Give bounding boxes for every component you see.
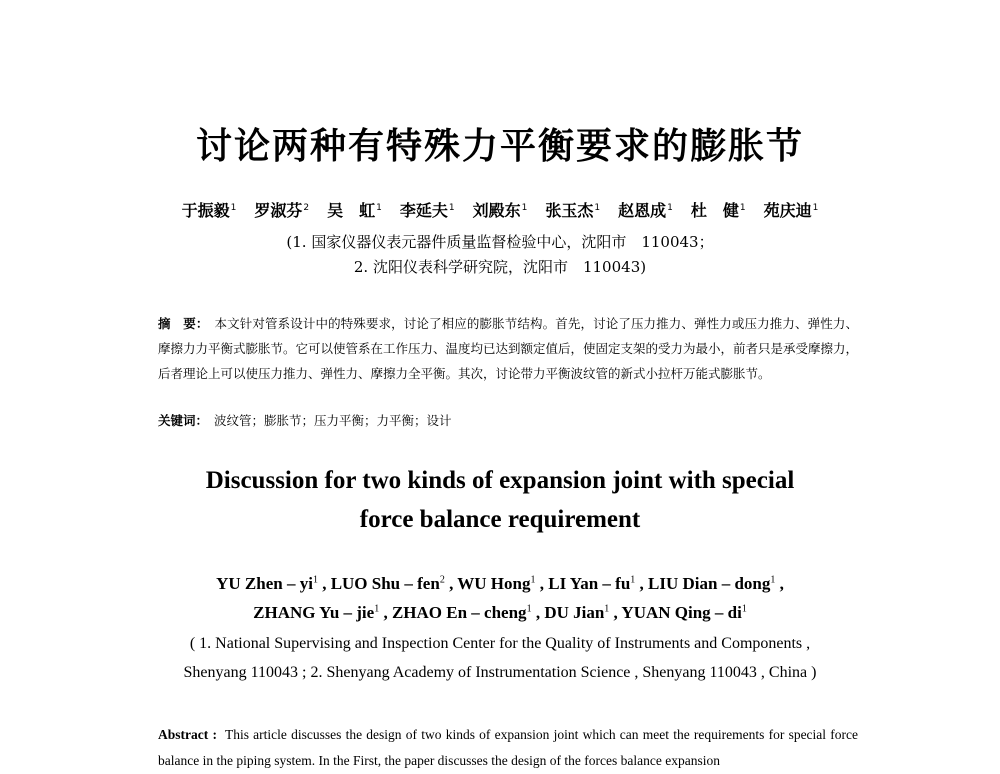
chinese-keywords [158,411,858,431]
english-author: LUO Shu – fen$^2$ [330,574,445,593]
chinese-author: 李延夫$^1$ [399,201,455,220]
english-title-line-2: force balance requirement [359,506,641,533]
english-affiliation-line-2: Shenyang 110043 ; 2. Shenyang Academy of Instrumentation Science , Shenyang 110043 , China ) [183,664,817,681]
chinese-keywords-text: 波纹管；膨胀节；压力平衡；力平衡；设计 [214,413,452,428]
english-author: LI Yan – $fu^1$ [548,574,636,593]
english-author-list-line-1: YU Zhen – $yi^1$ , LUO Shu – fen$^2$ , WU Hong$^1$ , LI Yan – $fu^1$ , LIU Dian – dong$^1$ , [216,574,784,593]
chinese-abstract [158,311,858,386]
chinese-author: 刘殿东$^1$ [472,201,528,220]
english-abstract-label: Abstract : [158,727,217,742]
chinese-author: 杜 健$^1$ [690,201,746,220]
english-abstract [158,722,858,774]
chinese-author-list [0,198,1000,221]
chinese-author: 吴 虹$^1$ [327,201,382,220]
english-affiliation-line-1: ( 1. National Supervising and Inspection Center for the Quality of Instruments and Components , [189,635,811,652]
english-title-line-1: Discussion for two kinds of expansion joint with special [205,467,795,494]
chinese-abstract-text: 本文针对管系设计中的特殊要求，讨论了相应的膨胀节结构。首先，讨论了压力推力、弹性力或压力推力、弹性力、摩擦力力平衡式膨胀节。它可以使管系在工作压力、温度均已达到额定值后，使固定支架的受力为最小，前者只是承受摩擦力，后者理论上可以使压力推力、弹性力、摩擦力全平衡。其次，讨论带力平衡波纹管的新式小拉杆万能式膨胀节。 [158,316,859,381]
chinese-title: 讨论两种有特殊力平衡要求的膨胀节 [195,125,804,167]
chinese-author: 苑庆迪$^1$ [763,201,819,220]
english-author: ZHAO En – cheng$^1$ [391,603,532,622]
english-author: YU Zhen – $yi^1$ [216,574,318,593]
english-abstract-text: This article discusses the design of two kinds of expansion joint which can meet the requirements for special force balance in the piping system. In the First, the paper discusses the design of the forces balance expansion [158,727,858,768]
chinese-author: 于振毅$^1$ [181,201,237,220]
english-author-list-line-2: ZHANG Yu – jie$^1$ , ZHAO En – cheng$^1$ , DU Jian$^1$ , YUAN Qing – $di^1$ [253,603,747,622]
chinese-author: 赵恩成$^1$ [618,201,673,220]
english-author: YUAN Qing – $di^1$ [621,603,747,622]
chinese-affiliation-line-2: 2. 沈阳仪表科学研究院，沈阳市 110043) [353,258,647,276]
chinese-author: 罗淑芬$^2$ [254,201,310,220]
english-author: DU Jian$^1$ [544,603,610,622]
chinese-keywords-label: 关键词： [158,413,209,428]
english-author: ZHANG Yu – jie$^1$ [253,603,380,622]
english-author: LIU Dian – dong$^1$ [648,574,776,593]
chinese-affiliation-line-1: (1. 国家仪器仪表元器件质量监督检验中心，沈阳市 110043； [286,233,714,251]
chinese-author: 张玉杰$^1$ [545,201,601,220]
english-author: WU Hong$^1$ [457,574,536,593]
chinese-abstract-label: 摘 要： [158,316,209,331]
